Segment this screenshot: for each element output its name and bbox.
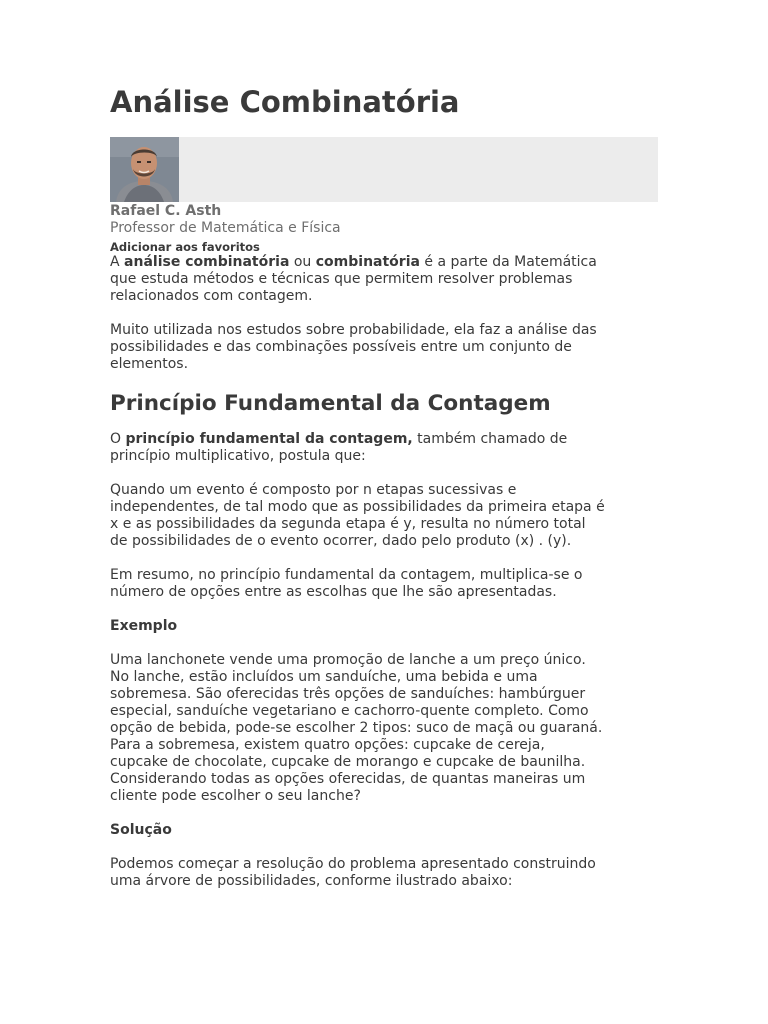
section1-text: independentes, de tal modo que as possibilidades da primeira etapa é (110, 499, 605, 515)
avatar-photo (110, 137, 179, 202)
intro-text: Muito utilizada nos estudos sobre probabilidade, ela faz a análise das (110, 322, 597, 338)
section1-text: número de opções entre as escolhas que lhe são apresentadas. (110, 584, 557, 600)
example-line: opção de bebida, pode-se escolher 2 tipos: suco de maçã ou guaraná. (110, 720, 603, 736)
avatar[interactable] (110, 137, 179, 202)
article (110, 82, 660, 890)
page-title: Análise Combinatória (110, 85, 460, 119)
example-line: Uma lanchonete vende uma promoção de lanche a um preço único. (110, 652, 586, 668)
solution-heading: Solução (110, 822, 172, 838)
example-line: No lanche, estão incluídos um sanduíche, uma bebida e uma (110, 669, 538, 685)
intro-bold-term: combinatória (315, 254, 420, 270)
author-role: Professor de Matemática e Física (110, 220, 341, 236)
section1-bold-term: princípio fundamental da contagem, (125, 431, 413, 447)
intro-text: ou (289, 254, 316, 270)
solution-line: Podemos começar a resolução do problema apresentado construindo (110, 856, 596, 872)
example-line: Para a sobremesa, existem quatro opções: cupcake de cereja, (110, 737, 545, 753)
intro-text: possibilidades e das combinações possíveis entre um conjunto de (110, 339, 572, 355)
intro-text: que estuda métodos e técnicas que permitem resolver problemas (110, 271, 573, 287)
example-line: sobremesa. São oferecidas três opções de sanduíches: hambúrguer (110, 686, 586, 702)
section1-text: Em resumo, no princípio fundamental da contagem, multiplica-se o (110, 567, 583, 583)
example-line: especial, sanduíche vegetariano e cachorro-quente completo. Como (110, 703, 589, 719)
author-box (110, 137, 658, 202)
intro-text: é a parte da Matemática (419, 254, 597, 270)
intro-text: elementos. (110, 356, 189, 372)
example-line: Considerando todas as opções oferecidas, de quantas maneiras um (110, 771, 586, 787)
section1-text: também chamado de (412, 431, 568, 447)
section1-paragraph-1 (110, 431, 660, 465)
section1-text: x e as possibilidades da segunda etapa é y, resulta no número total (110, 516, 586, 532)
section1-text: O (110, 431, 126, 447)
example-line: cupcake de chocolate, cupcake de morango e cupcake de baunilha. (110, 754, 586, 770)
author-name[interactable]: Rafael C. Asth (110, 203, 222, 219)
solution-paragraph (110, 856, 660, 890)
example-line: cliente pode escolher o seu lanche? (110, 788, 361, 804)
intro-text: A (110, 254, 125, 270)
add-to-favorites-link[interactable]: Adicionar aos favoritos (110, 240, 260, 254)
section1-text: Quando um evento é composto por n etapas sucessivas e (110, 482, 517, 498)
example-paragraph (110, 652, 660, 805)
section1-paragraph-2 (110, 482, 660, 550)
section1-paragraph-3 (110, 567, 660, 601)
example-heading: Exemplo (110, 618, 178, 634)
section1-text: de possibilidades de o evento ocorrer, dado pelo produto (x) . (y). (110, 533, 572, 549)
section1-text: princípio multiplicativo, postula que: (110, 448, 366, 464)
intro-paragraph-2 (110, 322, 660, 373)
intro-paragraph-1 (110, 254, 660, 305)
intro-text: relacionados com contagem. (110, 288, 313, 304)
intro-bold-term: análise combinatória (124, 254, 290, 270)
solution-line: uma árvore de possibilidades, conforme ilustrado abaixo: (110, 873, 513, 889)
section-heading: Princípio Fundamental da Contagem (110, 391, 551, 416)
